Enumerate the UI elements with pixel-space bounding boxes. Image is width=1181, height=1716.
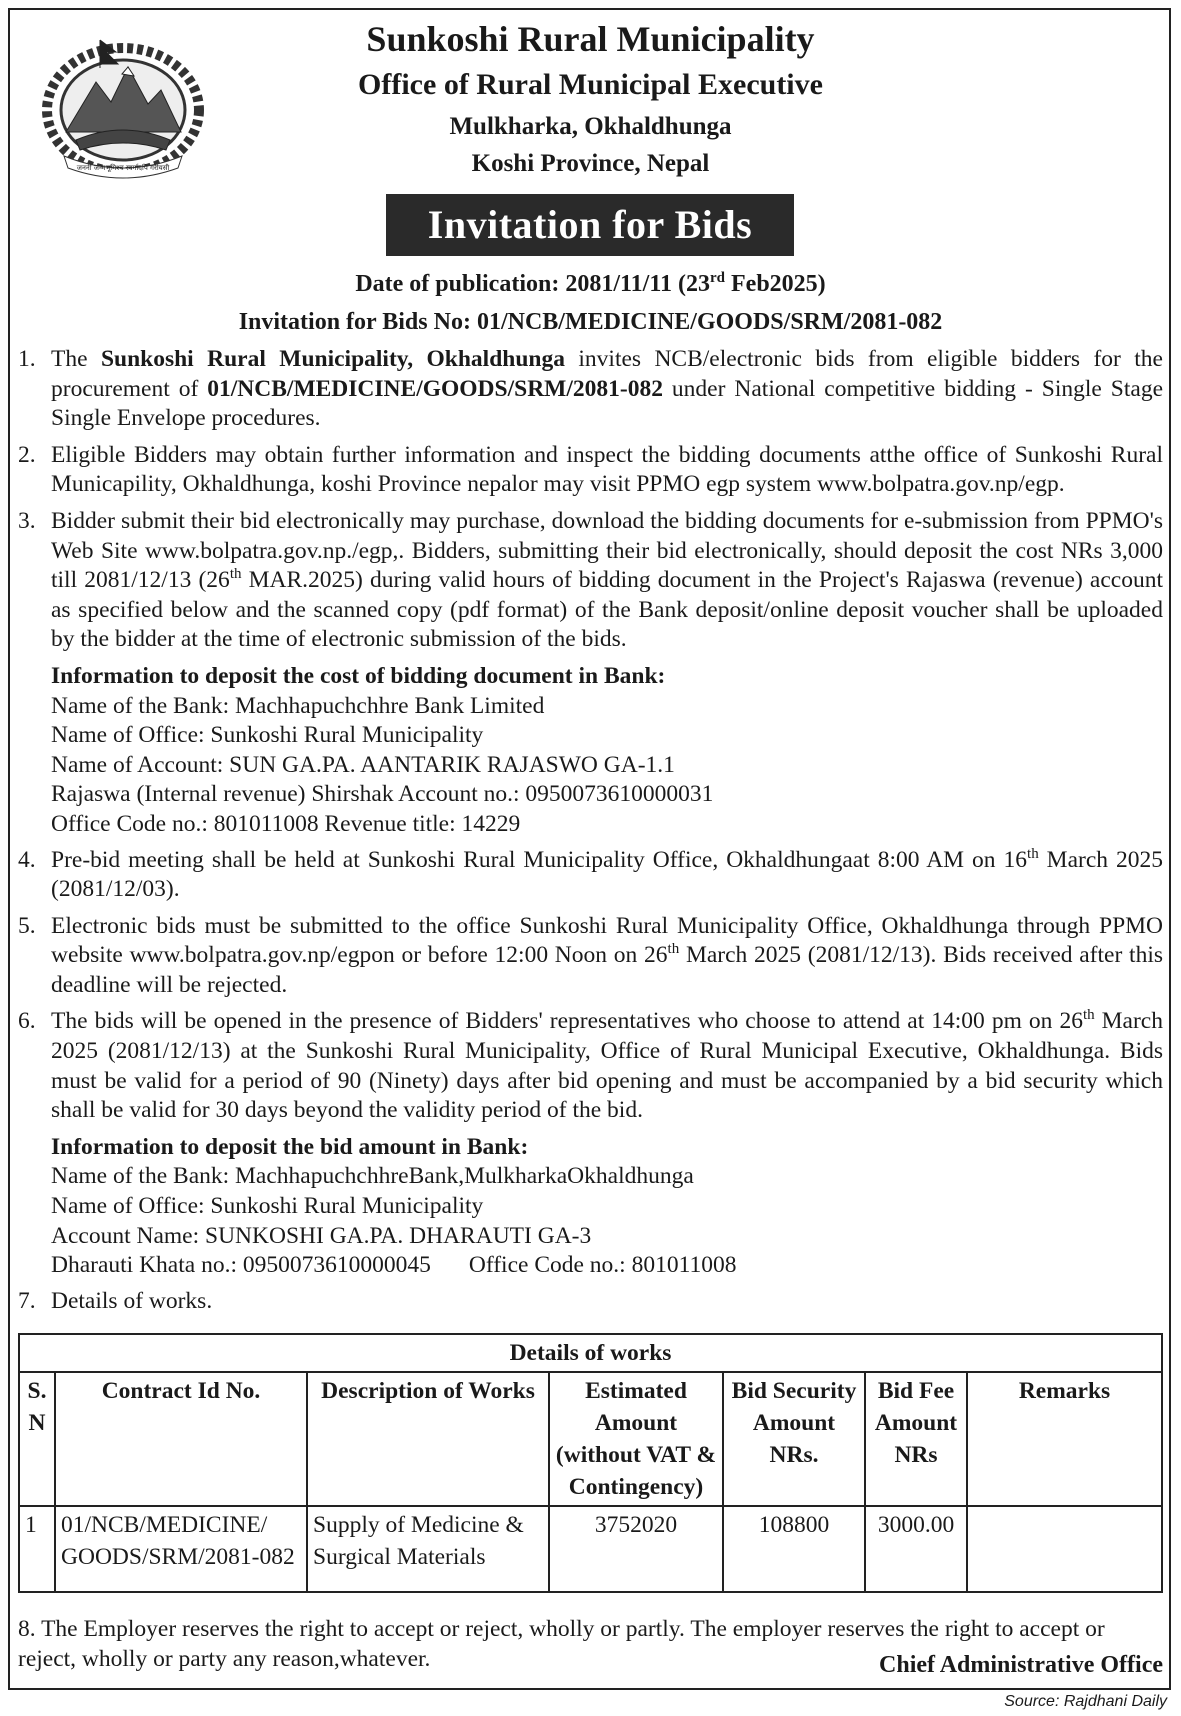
header-contract: Contract Id No. [55,1372,307,1506]
bank2-heading: Information to deposit the bid amount in Bank: [51,1133,529,1160]
signature: Chief Administrative Office [879,1652,1163,1678]
bank1-details: Name of the Bank: Machhapuchchhre Bank Limited Name of Office: Sunkoshi Rural Municipality Name of Account: SUN GA.PA. AANTARIK RAJASWO GA-1.1 Rajaswa (Internal revenue) Shirshak Account no.: 0950073610000031 Office Code no.: 801011008 Revenue title: 14229 [51,692,714,837]
bank2-details: Name of the Bank: MachhapuchchhreBank,MulkharkaOkhaldhunga Name of Office: Sunkoshi Rural Municipality Account Name: SUNKOSHI GA.PA. DHARAUTI GA-3 Dharauti Khata no.: 0950073610000045 Office Code no.: 801011008 [51,1163,737,1279]
header-sn: S. N [19,1372,55,1506]
province-line: Koshi Province, Nepal [471,150,710,177]
item-2: 2. Eligible Bidders may obtain further information and inspect the bidding documents atthe office of Sunkoshi Rural Municapility, Okhaldhunga, koshi Province nepalor may visit PPMO egp system www.bolpatra.gov.np/egp. [18,441,1163,498]
works-table-header [19,1372,1162,1506]
cell-estimated: 3752020 [549,1506,723,1592]
item-4: 4. Pre-bid meeting shall be held at Sunkoshi Rural Municipality Office, Okhaldhungaat 8:00 AM on 16th March 2025 (2081/12/03). [18,845,1163,903]
item-6: 6. The bids will be opened in the presence of Bidders' representatives who choose to attend at 14:00 pm on 26th March 2025 (2081/12/13) at the Sunkoshi Rural Municipality, Office of Rural Municipal Executive, Okhaldhunga. Bids must be valid for a period of 90 (Ninety) days after bid opening and must be accompanied by a bid security which shall be valid for 30 days beyond the validity period of the bid. [18,1007,1163,1124]
cell-sn: 1 [19,1506,55,1592]
municipality-title: Sunkoshi Rural Municipality [366,19,815,59]
notice-body [18,345,1163,1323]
item-3: 3. Bidder submit their bid electronically may purchase, download the bidding documents for e-submission from PPMO's Web Site www.bolpatra.gov.np./egp,. Bidders, submitting their bid electronically, should deposit the cost NRs 3,000 till 2081/12/13 (26th MAR.2025) during valid hours of bidding document in the Project's Rajaswa (revenue) account as specified below and the scanned copy (pdf format) of the Bank deposit/online deposit voucher shall be uploaded by the bidder at the time of electronic submission of the bids. [18,507,1163,653]
header-bid-security: Bid Security Amount NRs. [723,1372,865,1506]
item-1: 1. The Sunkoshi Rural Municipality, Okhaldhunga invites NCB/electronic bids from eligible bidders for the procurement of 01/NCB/MEDICINE/GOODS/SRM/2081-082 under National competitive bidding - Single Stage Single Envelope procedures. [18,346,1164,432]
table-row [19,1506,1162,1592]
header-remarks: Remarks [967,1372,1162,1506]
works-table-caption: Details of works [19,1334,1162,1372]
ifb-number: Invitation for Bids No: 01/NCB/MEDICINE/GOODS/SRM/2081-082 [238,309,943,335]
header-bid-fee: Bid Fee Amount NRs [865,1372,967,1506]
item-5: 5. Electronic bids must be submitted to the office Sunkoshi Rural Municipality Office, Okhaldhunga through PPMO website www.bolpatra.gov.np/egpon or before 12:00 Noon on 26th March 2025 (2081/12/13). Bids received after this deadline will be rejected. [18,912,1163,998]
item-8: 8. The Employer reserves the right to accept or reject, wholly or partly. The employer reserves the right to accept or reject, wholly or party any reason,whatever. [18,1616,1105,1672]
source-credit: Source: Rajdhani Daily [1004,1693,1167,1710]
invitation-banner: Invitation for Bids [386,194,794,256]
emblem-motto: जननी जन्मभूमिश्च स्वर्गादपि गरीयसी [76,164,170,172]
cell-contract: 01/NCB/MEDICINE/ GOODS/SRM/2081-082 [55,1506,307,1592]
publication-date: Date of publication: 2081/11/11 (23rd Feb2025) [355,270,826,297]
cell-remarks [967,1506,1162,1592]
header-estimated: Estimated Amount (without VAT & Contingency) [549,1372,723,1506]
cell-description: Supply of Medicine & Surgical Materials [307,1506,549,1592]
cell-bid-security: 108800 [723,1506,865,1592]
office-title: Office of Rural Municipal Executive [358,68,823,101]
address-line: Mulkharka, Okhaldhunga [449,113,732,140]
bank1-heading: Information to deposit the cost of bidding document in Bank: [51,662,666,689]
works-table [18,1333,1163,1593]
cell-bid-fee: 3000.00 [865,1506,967,1592]
header-description: Description of Works [307,1372,549,1506]
item-7: 7. Details of works. [18,1287,213,1314]
